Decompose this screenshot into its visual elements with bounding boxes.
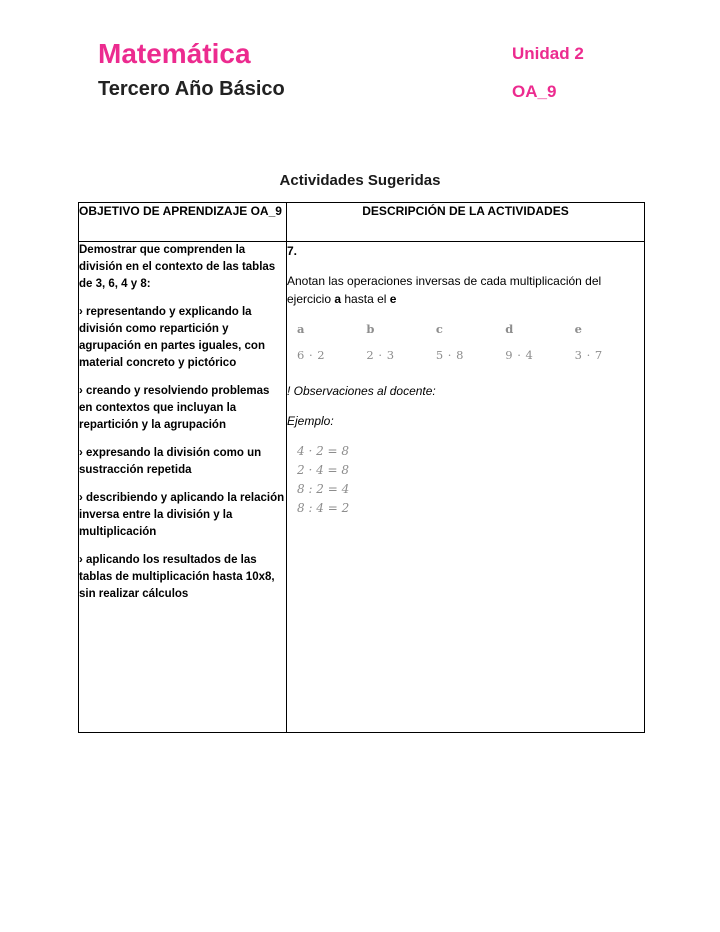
column-header-description: DESCRIPCIÓN DE LA ACTIVIDADES — [287, 203, 645, 242]
objective-paragraph: › aplicando los resultados de las tablas de multiplicación hasta 10x8, sin realizar cálculos — [79, 554, 275, 600]
activities-table — [78, 202, 645, 733]
exercise-operation: 5 · 8 — [435, 348, 464, 362]
example-equations — [287, 442, 644, 518]
grade-level-title: Tercero Año Básico — [98, 78, 285, 100]
activity-number: 7. — [287, 244, 298, 258]
objective-paragraph: › creando y resolviendo problemas en contextos que incluyan la repartición y la agrupación — [79, 385, 270, 431]
example-equation-line: 2 · 4 = 8 — [297, 463, 350, 477]
objective-paragraph: Demostrar que comprenden la división en el contexto de las tablas de 3, 6, 4 y 8: — [79, 244, 276, 290]
exercise-letter: a — [297, 322, 305, 336]
exercise-letter: d — [505, 322, 514, 336]
unit-label: Unidad 2 — [512, 44, 584, 63]
exercise-letter: e — [574, 322, 582, 336]
objective-cell — [79, 242, 287, 733]
exercise-operation: 6 · 2 — [297, 348, 326, 362]
exercise-operations-row — [287, 346, 644, 364]
objective-paragraph: › expresando la división como un sustracción repetida — [79, 447, 262, 476]
example-equation-line: 8 : 2 = 4 — [297, 482, 350, 496]
example-equation-line: 8 : 4 = 2 — [297, 501, 350, 515]
activity-instruction — [287, 272, 644, 308]
example-label: Ejemplo: — [287, 414, 334, 428]
instruction-text-part2: hasta el — [341, 292, 390, 306]
objective-paragraph: › representando y explicando la división como repartición y agrupación en partes iguales, con material concreto y pictórico — [79, 306, 265, 369]
exercise-letters-row — [287, 320, 644, 338]
description-cell — [287, 242, 645, 733]
instruction-bold-e: e — [389, 292, 397, 306]
instruction-text-part1: Anotan las operaciones inversas de cada multiplicación del ejercicio — [287, 274, 602, 306]
table-row — [79, 242, 645, 733]
header-left-block — [98, 38, 285, 102]
example-equation-line: 4 · 2 = 8 — [297, 444, 350, 458]
exercise-operation: 2 · 3 — [366, 348, 395, 362]
table-header-row — [79, 203, 645, 242]
page-title: Actividades Sugeridas — [279, 172, 441, 189]
instruction-bold-a: a — [334, 292, 342, 306]
exercise-letter: b — [366, 322, 375, 336]
document-header — [0, 38, 720, 118]
exercise-operation: 9 · 4 — [505, 348, 534, 362]
subject-title: Matemática — [98, 38, 251, 69]
column-header-objective: OBJETIVO DE APRENDIZAJE OA_9 — [79, 203, 287, 242]
header-right-block — [512, 42, 584, 104]
exercise-operation: 3 · 7 — [574, 348, 603, 362]
learning-objective-code: OA_9 — [512, 82, 557, 101]
objective-paragraph: › describiendo y aplicando la relación inversa entre la división y la multiplicación — [79, 492, 285, 538]
exercise-letter: c — [435, 322, 443, 336]
teacher-observation-note: ! Observaciones al docente: — [287, 384, 436, 398]
